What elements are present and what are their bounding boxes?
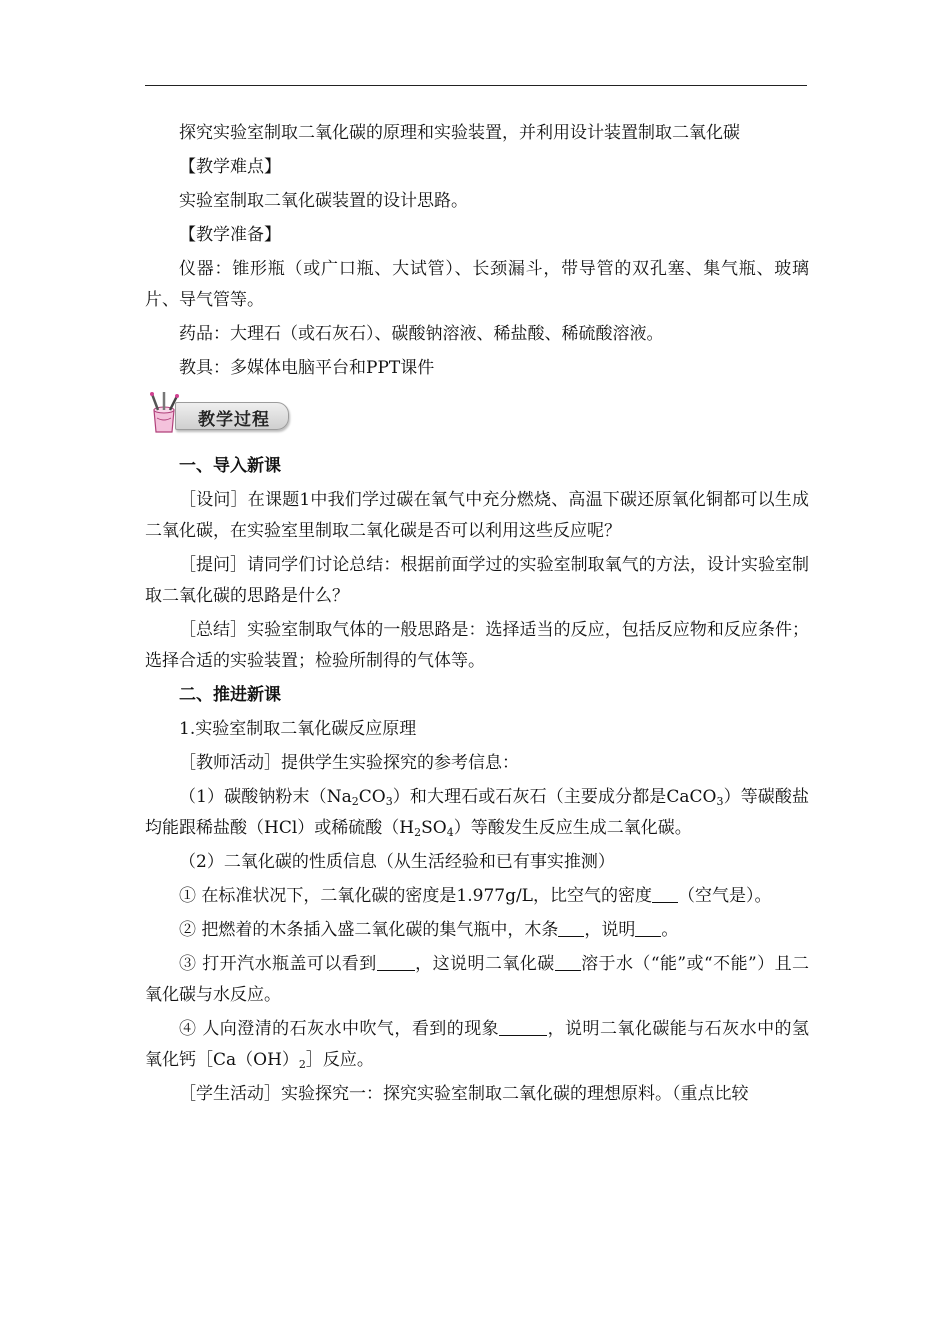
paragraph-summary: ［总结］实验室制取气体的一般思路是：选择适当的反应，包括反应物和反应条件；选择合适的实验装置；检验所制得的气体等。 <box>145 620 809 671</box>
paragraph-ask: ［提问］请同学们讨论总结：根据前面学过的实验室制取氧气的方法，设计实验室制取二氧化碳的思路是什么？ <box>145 555 809 606</box>
blank[interactable] <box>499 1018 547 1036</box>
paragraph-difficulty: 实验室制取二氧化碳装置的设计思路。 <box>179 191 468 211</box>
section-heading-intro: 一、导入新课 <box>179 456 281 476</box>
paragraph-question: ［设问］在课题1中我们学过碳在氧气中充分燃烧、高温下碳还原氧化铜都可以生成二氧化碳，在实验室里制取二氧化碳是否可以利用这些反应呢？ <box>145 490 809 541</box>
question-limewater: ④ 人向澄清的石灰水中吹气，看到的现象 ，说明二氧化碳能与石灰水中的氢氧化钙$[Ca(OH)_2]$反应。 <box>145 1019 810 1071</box>
pencil-cup-icon <box>145 390 185 435</box>
subheading-principle: 1.实验室制取二氧化碳反应原理 <box>179 719 417 739</box>
heading-teaching-prep: 【教学准备】 <box>179 225 281 245</box>
banner-pill <box>175 402 289 430</box>
paragraph-teacher-activity: ［教师活动］提供学生实验探究的参考信息： <box>179 753 519 773</box>
blank[interactable] <box>558 919 584 937</box>
teaching-process-banner <box>145 390 809 435</box>
section-heading-new-lesson: 二、推进新课 <box>179 685 281 705</box>
question-soda: ③ 打开汽水瓶盖可以看到 ，这说明二氧化碳 溶于水（“能”或“不能”）且二氧化碳与水反应。 <box>145 954 810 1005</box>
question-density: ① 在标准状况下，二氧化碳的密度是1.977g/L，比空气的密度 （空气是）。 <box>179 886 772 906</box>
paragraph-info-1: （1）碳酸钠粉末$(Na_2CO_3)$和大理石或石灰石（主要成分都是CaCO$_3$）等碳酸盐均能跟稀盐酸（HCl）或稀硫酸$(H_2SO_4)$等酸发生反应生成二氧化碳。 <box>145 787 810 839</box>
paragraph-student-activity: ［学生活动］实验探究一：探究实验室制取二氧化碳的理想原料。（重点比较 <box>179 1084 749 1104</box>
document-body <box>145 118 809 1110</box>
question-candle: ② 把燃着的木条插入盛二氧化碳的集气瓶中，木条 ，说明 。 <box>179 920 679 940</box>
blank[interactable] <box>652 885 678 903</box>
paragraph-chemicals: 药品：大理石（或石灰石）、碳酸钠溶液、稀盐酸、稀硫酸溶液。 <box>179 324 664 344</box>
paragraph-goal: 探究实验室制取二氧化碳的原理和实验装置，并利用设计装置制取二氧化碳 <box>179 123 740 143</box>
header-rule <box>145 85 807 86</box>
paragraph-teaching-aids: 教具：多媒体电脑平台和PPT课件 <box>179 358 435 378</box>
banner-label: 教学过程 <box>198 410 270 430</box>
blank[interactable] <box>555 953 581 971</box>
blank[interactable] <box>635 919 661 937</box>
blank[interactable] <box>377 953 415 971</box>
heading-teaching-difficulty: 【教学难点】 <box>179 157 281 177</box>
paragraph-instruments: 仪器：锥形瓶（或广口瓶、大试管）、长颈漏斗，带导管的双孔塞、集气瓶、玻璃片、导气管等。 <box>145 259 809 310</box>
paragraph-info-2: （2）二氧化碳的性质信息（从生活经验和已有事实推测） <box>179 852 615 872</box>
